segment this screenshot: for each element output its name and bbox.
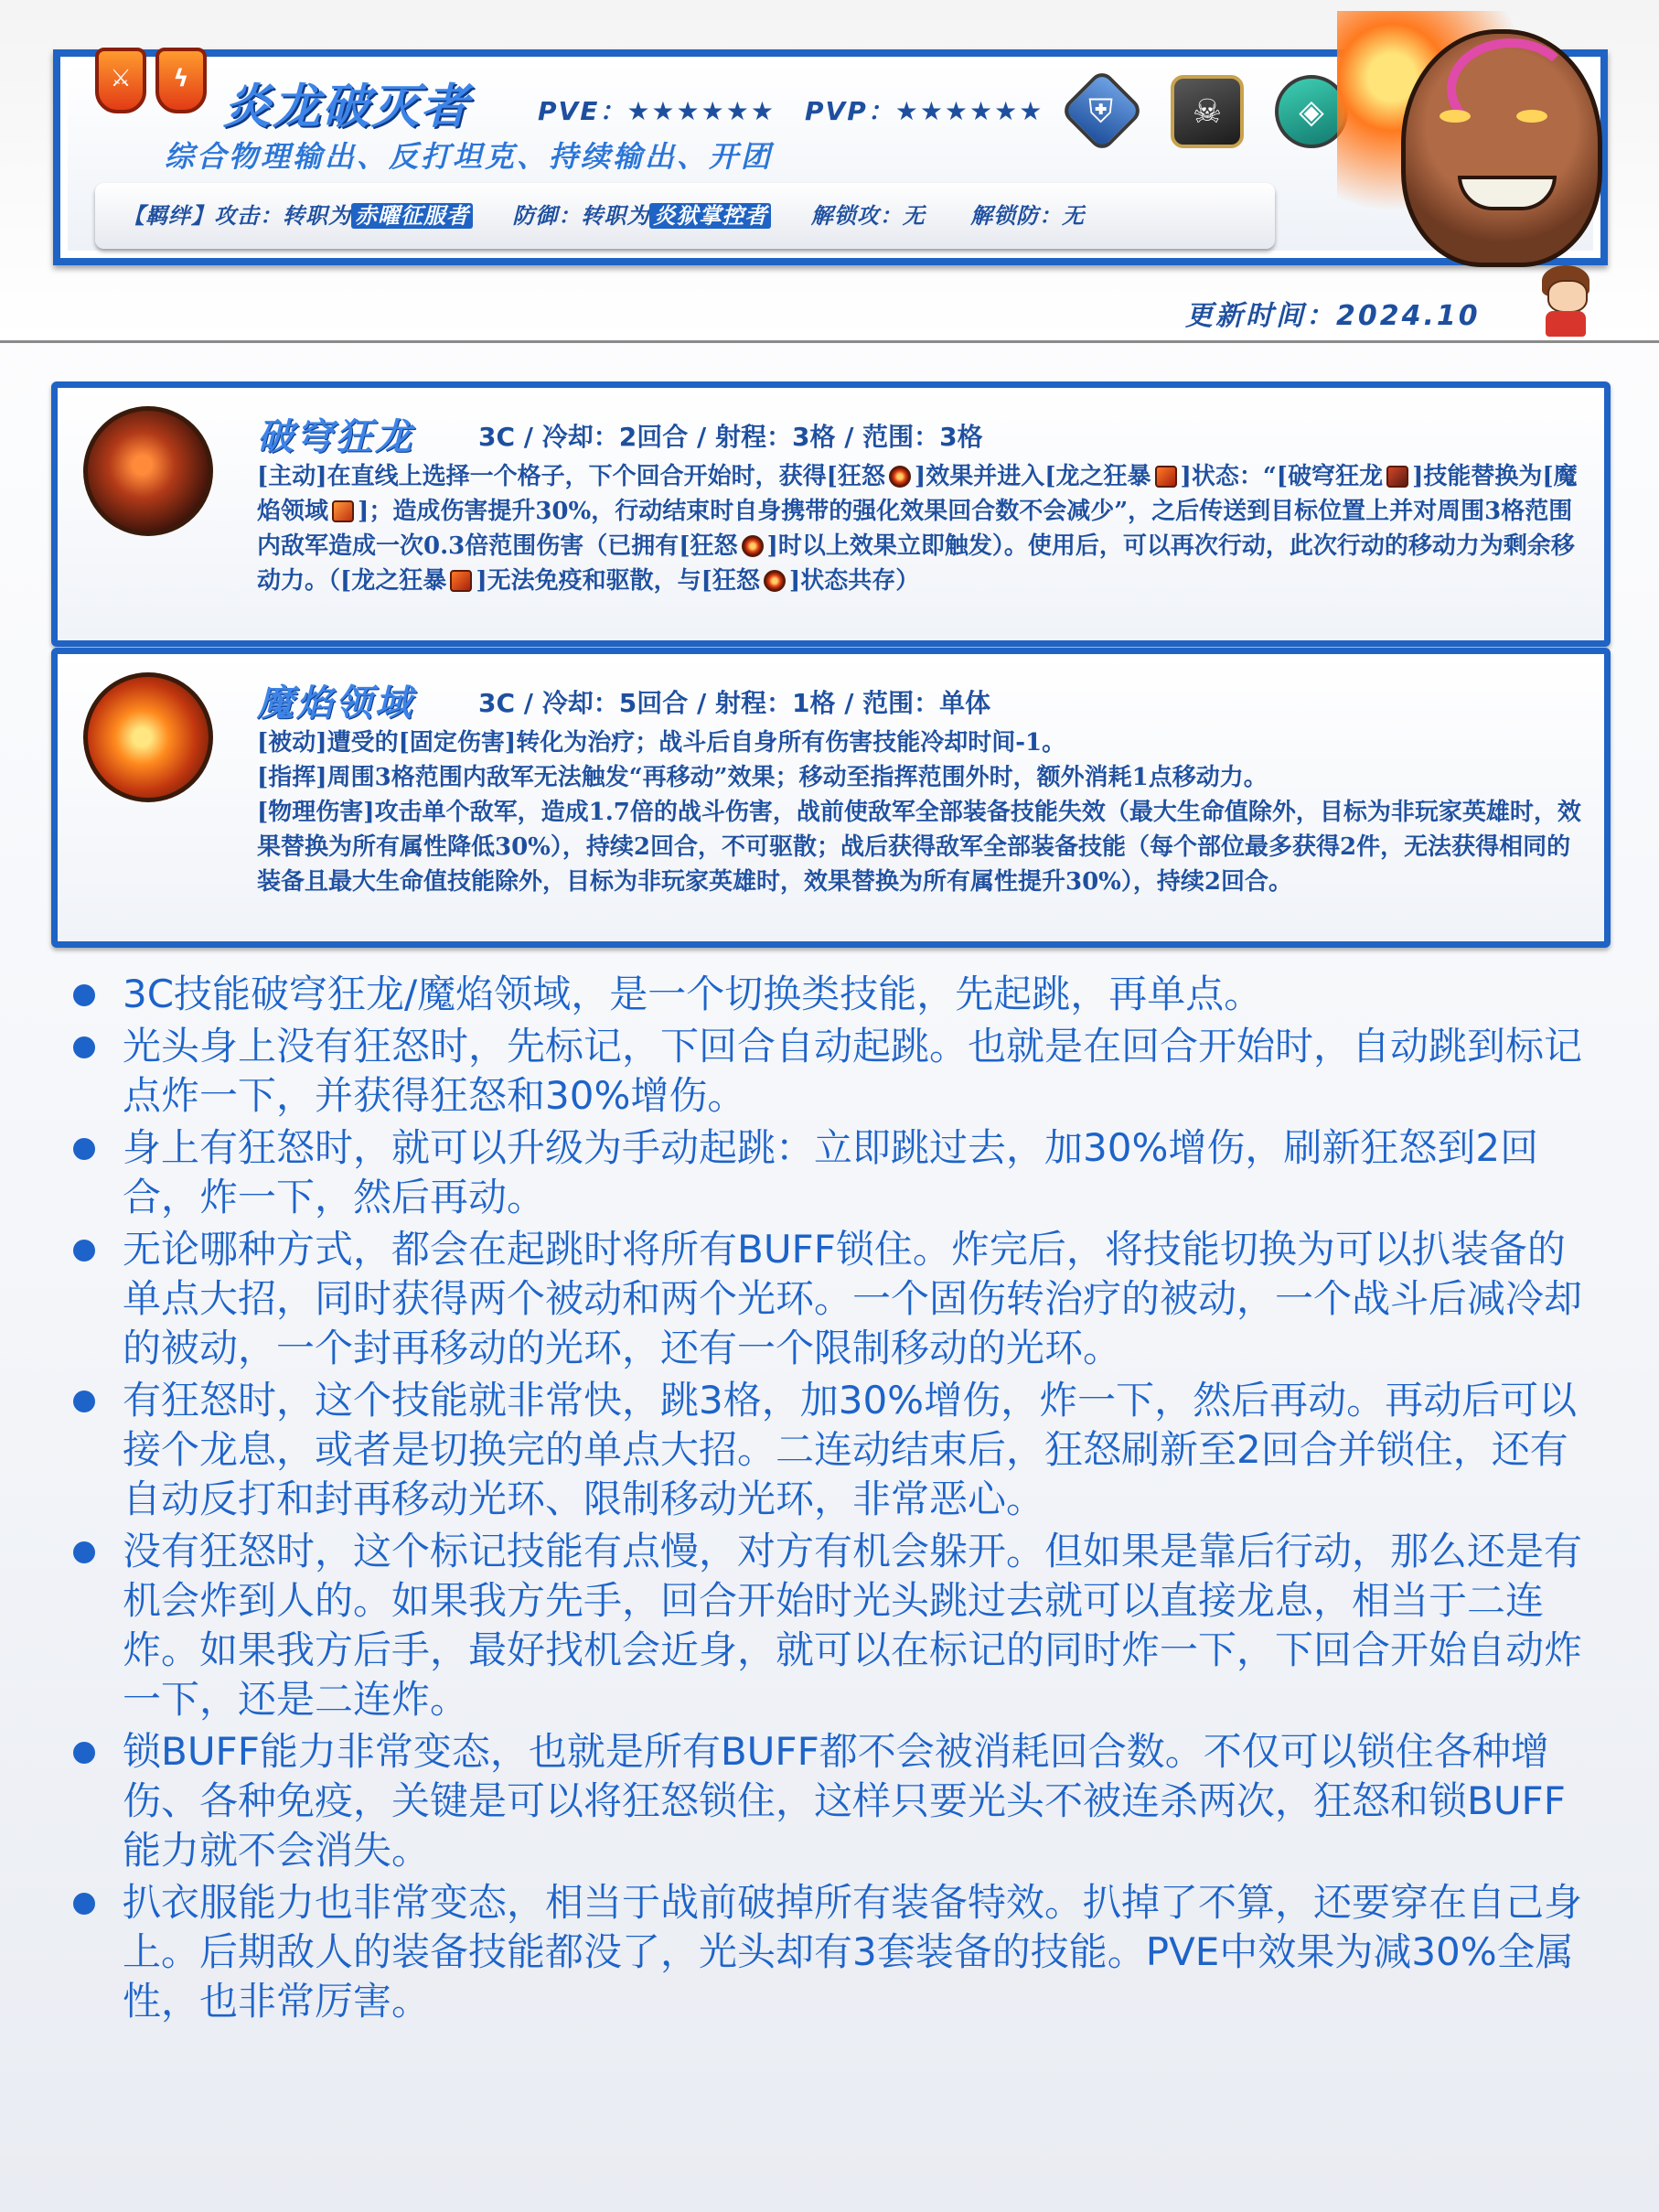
bullet-dot-icon xyxy=(73,1742,95,1764)
update-time: 更新时间：2024.10 xyxy=(1185,300,1481,332)
rage-status-icon xyxy=(764,570,786,592)
skill-card-1 xyxy=(51,381,1611,647)
rage-status-icon xyxy=(889,466,911,488)
portrait-tattoo xyxy=(1447,38,1575,139)
note-text: 光头身上没有狂怒时，先标记，下回合自动起跳。也就是在回合开始时，自动跳到标记点炸一下，并获得狂怒和30%增伤。 xyxy=(123,1024,1583,1118)
desc-text: ]状态共存） xyxy=(788,567,920,595)
pvp-rating xyxy=(805,91,1044,128)
dragon-skill-icon xyxy=(83,406,213,536)
skill-card-2 xyxy=(51,648,1611,948)
note-text: 锁BUFF能力非常变态，也就是所有BUFF都不会被消耗回合数。不仅可以锁住各种增伤、各种免疫，关键是可以将狂怒锁住，这样只要光头不被连杀两次，狂怒和锁BUFF能力就不会消失。 xyxy=(123,1729,1566,1873)
pve-rating xyxy=(538,91,776,128)
skill-passive-line: [被动]遭受的[固定伤害]转化为治疗；战斗后自身所有伤害技能冷却时间-1。 xyxy=(257,729,1066,757)
note-item xyxy=(64,1878,1582,2026)
damage-type-badge-icon: ϟ xyxy=(155,48,207,113)
note-text: 身上有狂怒时，就可以升级为手动起跳：立即跳过去，加30%增伤，刷新狂怒到2回合，炸一下，然后再动。 xyxy=(123,1125,1539,1219)
pve-stars: ★★★★★★ xyxy=(626,96,776,126)
note-item xyxy=(64,970,1582,1019)
bond-bar xyxy=(95,183,1275,249)
bond-unlock-attack: 解锁攻：无 xyxy=(810,203,926,229)
bond-attack-prefix: 【羁绊】攻击：转职为 xyxy=(123,203,351,229)
note-text: 无论哪种方式，都会在起跳时将所有BUFF锁住。炸完后，将技能切换为可以扒装备的单点大招，同时获得两个被动和两个光环。一个固伤转治疗的被动，一个战斗后减冷却的被动，一个封再移动的光环，还有一个限制移动的光环。 xyxy=(123,1227,1583,1370)
skull-emblem-icon: ☠ xyxy=(1171,75,1244,148)
portrait-eye xyxy=(1440,110,1471,123)
note-text: 没有狂怒时，这个标记技能有点慢，对方有机会躲开。但如果是靠后行动，那么还是有机会炸到人的。如果我方先手，回合开始时光头跳过去就可以直接龙息，相当于二连炸。如果我方后手，最好找机会近身，就可以在标记的同时炸一下，下回合开始自动炸一下，还是二连炸。 xyxy=(123,1529,1583,1722)
desc-text: ]；造成伤害提升30%，行动结束时自身携带的强化效果回合数不会减少”，之后传送到目标位置上并对周围3格范围内敌军造成一次0.3倍范围伤害（已拥有[狂怒 xyxy=(257,498,1573,560)
header-band xyxy=(0,0,1659,343)
bullet-dot-icon xyxy=(73,1391,95,1412)
hero-roles: 综合物理输出、反打坦克、持续输出、开团 xyxy=(165,139,774,174)
bond-defense-prefix: 防御：转职为 xyxy=(512,203,650,229)
bullet-dot-icon xyxy=(73,1893,95,1915)
skill-meta: 3C / 冷却：2回合 / 射程：3格 / 范围：3格 xyxy=(478,422,983,452)
note-text: 有狂怒时，这个技能就非常快，跳3格，加30%增伤，炸一下，然后再动。再动后可以接个龙息，或者是切换完的单点大招。二连动结束后，狂怒刷新至2回合并锁住，还有自动反打和封再移动光环、限制移动光环，非常恶心。 xyxy=(123,1378,1578,1521)
desc-text: ]时以上效果立即触发）。使用后，可以再次行动，此次行动的移动力为剩余移动力。（[龙之狂暴 xyxy=(257,532,1575,595)
desc-text: ]无法免疫和驱散，与[狂怒 xyxy=(476,567,760,595)
analysis-notes xyxy=(64,970,1582,2029)
bullet-dot-icon xyxy=(73,1240,95,1262)
skill-meta: 3C / 冷却：5回合 / 射程：1格 / 范围：单体 xyxy=(478,688,991,718)
bullet-dot-icon xyxy=(73,1541,95,1563)
desc-text: ]效果并进入[龙之狂暴 xyxy=(914,463,1151,490)
note-item xyxy=(64,1376,1582,1524)
dragon-fury-status-icon xyxy=(1155,466,1177,488)
bullet-dot-icon xyxy=(73,1138,95,1160)
attack-type-badge-icon: ⚔ xyxy=(95,48,146,113)
desc-text: [主动]在直线上选择一个格子，下个回合开始时，获得[狂怒 xyxy=(257,463,885,490)
desc-text: ]技能替换为[魔焰领域 xyxy=(257,463,1578,525)
desc-text: ]状态：“[破穹狂龙 xyxy=(1180,463,1384,490)
helmet-emblem-icon: ⛨ xyxy=(1059,68,1144,153)
skill-damage-line: [物理伤害]攻击单个敌军，造成1.7倍的战斗伤害，战前使敌军全部装备技能失效（最大生命值除外，目标为非玩家英雄时，效果替换为所有属性降低30%），持续2回合，不可驱散；战后获得敌军全部装备技能（每个部位最多获得2件，无法获得相同的装备且最大生命值技能除外，目标为非玩家英雄时，效果替换为所有属性提升30%），持续2回合。 xyxy=(257,799,1581,896)
skill-small-icon xyxy=(1386,466,1408,488)
note-item xyxy=(64,1022,1582,1121)
chibi-mascot-icon xyxy=(1536,265,1595,337)
skill-description xyxy=(257,725,1592,899)
pve-label: PVE： xyxy=(538,96,627,126)
hero-name: 炎龙破灭者 xyxy=(223,80,471,134)
crystal-emblem-icon: ◈ xyxy=(1275,75,1348,148)
note-text: 3C技能破穹狂龙/魔焰领域，是一个切换类技能，先起跳，再单点。 xyxy=(123,972,1263,1016)
bullet-dot-icon xyxy=(73,1036,95,1058)
dragon-fury-status-icon xyxy=(450,570,472,592)
rage-status-icon xyxy=(742,535,764,557)
portrait-eye xyxy=(1516,110,1547,123)
bond-defense-target: 炎狱掌控者 xyxy=(649,203,771,229)
skill-command-line: [指挥]周围3格范围内敌军无法触发“再移动”效果；移动至指挥范围外时，额外消耗1点移动力。 xyxy=(257,764,1268,791)
bullet-dot-icon xyxy=(73,984,95,1006)
note-item xyxy=(64,1527,1582,1724)
bond-unlock-defense: 解锁防：无 xyxy=(970,203,1086,229)
flame-fist-skill-icon xyxy=(83,672,213,802)
skill-title: 破穹狂龙 xyxy=(257,416,414,458)
note-text: 扒衣服能力也非常变态，相当于战前破掉所有装备特效。扒掉了不算，还要穿在自己身上。后期敌人的装备技能都没了，光头却有3套装备的技能。PVE中效果为减30%全属性，也非常厉害。 xyxy=(123,1880,1583,2024)
note-item xyxy=(64,1123,1582,1222)
skill-description xyxy=(257,459,1592,598)
flame-field-small-icon xyxy=(332,500,354,522)
note-item xyxy=(64,1225,1582,1373)
hero-portrait xyxy=(1337,11,1611,276)
pvp-label: PVP： xyxy=(805,96,895,126)
pvp-stars: ★★★★★★ xyxy=(894,96,1044,126)
skill-title: 魔焰领域 xyxy=(257,682,414,725)
note-item xyxy=(64,1727,1582,1875)
bond-attack-target: 赤曜征服者 xyxy=(351,203,473,229)
